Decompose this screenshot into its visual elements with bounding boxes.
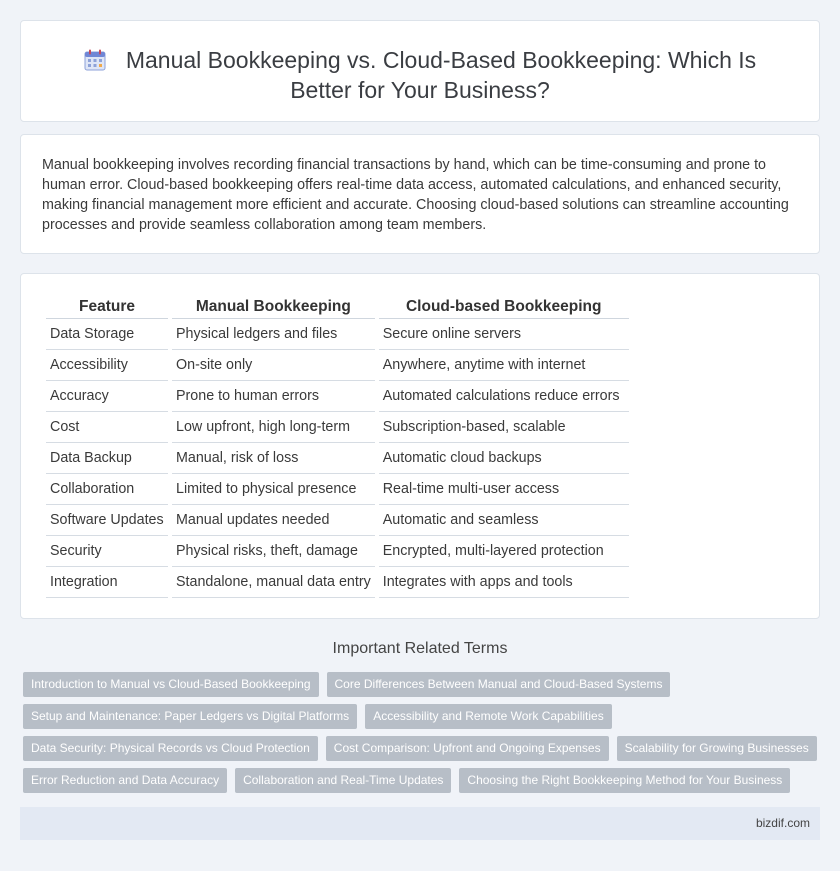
related-terms-row bbox=[23, 704, 612, 729]
cloud-cell: Subscription-based, scalable bbox=[379, 412, 629, 443]
related-term-tag[interactable]: Scalability for Growing Businesses bbox=[617, 736, 817, 761]
title-card bbox=[20, 20, 820, 122]
title-line-1: Manual Bookkeeping vs. Cloud-Based Bookkeeping: Which Is bbox=[125, 47, 757, 73]
feature-cell: Integration bbox=[46, 567, 168, 598]
intro-card bbox=[20, 134, 820, 254]
feature-cell: Security bbox=[46, 536, 168, 567]
manual-cell: On-site only bbox=[172, 350, 375, 381]
related-terms-heading: Important Related Terms bbox=[332, 640, 508, 657]
header-cloud: Cloud-based Bookkeeping bbox=[379, 296, 629, 319]
manual-cell: Manual updates needed bbox=[172, 505, 375, 536]
table-row bbox=[46, 567, 629, 598]
feature-cell: Data Storage bbox=[46, 319, 168, 350]
intro-paragraph: Manual bookkeeping involves recording financial transactions by hand, which can be time-consuming and prone to human error. Cloud-based bookkeeping offers real-time data access, automated calculations, and enhanced security, making financial management more efficient and accurate. Choosing cloud-based solutions can streamline accounting processes and provide seamless collaboration among team members. bbox=[42, 157, 789, 233]
feature-cell: Data Backup bbox=[46, 443, 168, 474]
header-feature: Feature bbox=[46, 296, 168, 319]
cloud-cell: Automatic cloud backups bbox=[379, 443, 629, 474]
table-row bbox=[46, 443, 629, 474]
manual-cell: Low upfront, high long-term bbox=[172, 412, 375, 443]
table-row bbox=[46, 319, 629, 350]
table-row bbox=[46, 536, 629, 567]
related-term-tag[interactable]: Core Differences Between Manual and Cloud-Based Systems bbox=[327, 672, 671, 697]
feature-cell: Accuracy bbox=[46, 381, 168, 412]
footer-site-link[interactable]: bizdif.com bbox=[755, 816, 810, 830]
calendar-icon bbox=[84, 49, 106, 71]
header-manual: Manual Bookkeeping bbox=[172, 296, 375, 319]
cloud-cell: Secure online servers bbox=[379, 319, 629, 350]
feature-cell: Software Updates bbox=[46, 505, 168, 536]
manual-cell: Physical risks, theft, damage bbox=[172, 536, 375, 567]
cloud-cell: Real-time multi-user access bbox=[379, 474, 629, 505]
related-terms-row bbox=[23, 768, 790, 793]
cloud-cell: Anywhere, anytime with internet bbox=[379, 350, 629, 381]
feature-cell: Cost bbox=[46, 412, 168, 443]
table-row bbox=[46, 474, 629, 505]
cloud-cell: Automatic and seamless bbox=[379, 505, 629, 536]
cloud-cell: Encrypted, multi-layered protection bbox=[379, 536, 629, 567]
footer bbox=[20, 807, 820, 840]
feature-cell: Collaboration bbox=[46, 474, 168, 505]
related-term-tag[interactable]: Data Security: Physical Records vs Cloud Protection bbox=[23, 736, 318, 761]
table-header-row bbox=[46, 296, 629, 319]
feature-cell: Accessibility bbox=[46, 350, 168, 381]
related-term-tag[interactable]: Error Reduction and Data Accuracy bbox=[23, 768, 227, 793]
related-term-tag[interactable]: Choosing the Right Bookkeeping Method for Your Business bbox=[459, 768, 790, 793]
manual-cell: Manual, risk of loss bbox=[172, 443, 375, 474]
table-row bbox=[46, 350, 629, 381]
manual-cell: Standalone, manual data entry bbox=[172, 567, 375, 598]
related-term-tag[interactable]: Collaboration and Real-Time Updates bbox=[235, 768, 451, 793]
comparison-table bbox=[42, 296, 633, 598]
page-title bbox=[21, 45, 819, 105]
title-line-2: Better for Your Business? bbox=[290, 77, 550, 103]
cloud-cell: Integrates with apps and tools bbox=[379, 567, 629, 598]
related-term-tag[interactable]: Cost Comparison: Upfront and Ongoing Expenses bbox=[326, 736, 609, 761]
related-terms-row bbox=[23, 736, 817, 761]
manual-cell: Prone to human errors bbox=[172, 381, 375, 412]
manual-cell: Physical ledgers and files bbox=[172, 319, 375, 350]
table-row bbox=[46, 412, 629, 443]
table-row bbox=[46, 381, 629, 412]
related-terms-row bbox=[23, 672, 670, 697]
comparison-card bbox=[20, 273, 820, 619]
related-term-tag[interactable]: Introduction to Manual vs Cloud-Based Bookkeeping bbox=[23, 672, 319, 697]
related-term-tag[interactable]: Accessibility and Remote Work Capabilities bbox=[365, 704, 612, 729]
related-term-tag[interactable]: Setup and Maintenance: Paper Ledgers vs Digital Platforms bbox=[23, 704, 357, 729]
manual-cell: Limited to physical presence bbox=[172, 474, 375, 505]
table-row bbox=[46, 505, 629, 536]
cloud-cell: Automated calculations reduce errors bbox=[379, 381, 629, 412]
